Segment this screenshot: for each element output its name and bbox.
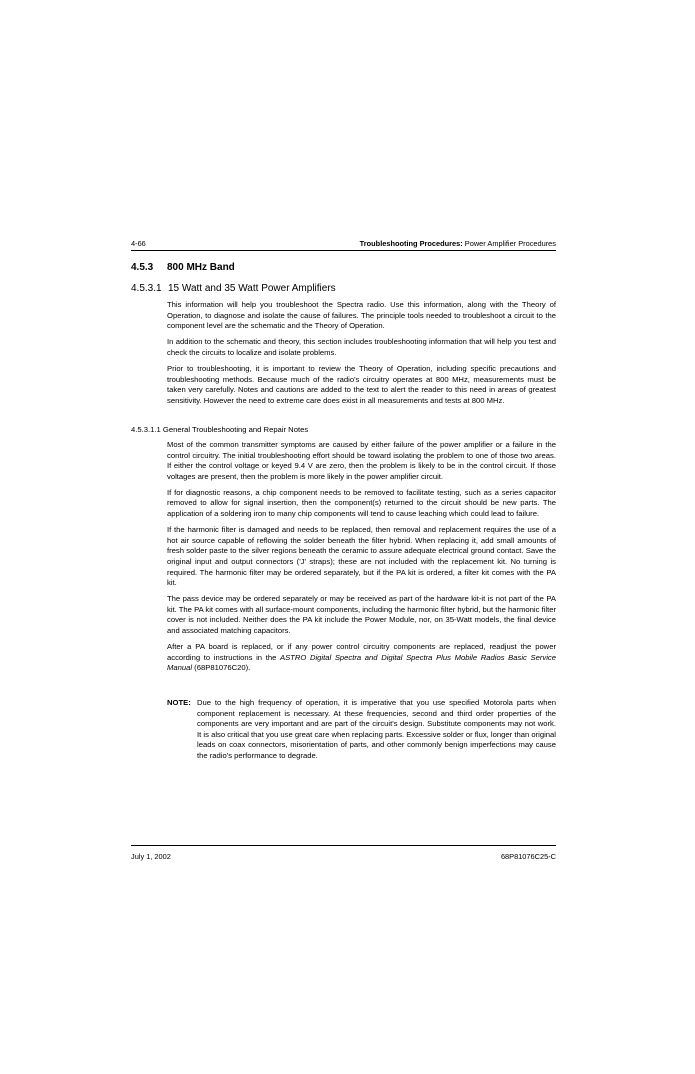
header-rule (131, 250, 556, 251)
subsection-heading (131, 283, 336, 294)
paragraph: Most of the common transmitter symptoms are caused by either failure of the power amplifier or a failure in the control circuitry. The initial troubleshooting effort should be toward isolating the problem to one of those two areas. If either the control voltage or keyed 9.4 V are zero, then the problem is likely to be in the control circuit. If those voltages are present, then the problem is more likely in the power amplifier circuit. (167, 440, 556, 481)
note-block (167, 698, 556, 762)
subsubsection-number: 4.5.3.1.1 (131, 425, 161, 434)
note-label: NOTE: (167, 698, 191, 707)
footer-doc-number: 68P81076C25-C (500, 852, 556, 861)
running-header-rest: Power Amplifier Procedures (462, 239, 556, 248)
paragraph-text: After a PA board is replaced, or if any power control circuitry components are replaced, readjust the power according to instructions in the (167, 642, 556, 662)
note-text: Due to the high frequency of operation, it is imperative that you use specified Motorola parts when component replacement is necessary. At these frequencies, second and third order properties of the components are very important and are part of the circuit's design. Substitute components may not work. It is also critical that you use great care when replacing parts. Excessive solder or flux, longer than original leads on coax connectors, misorientation of parts, and other commonly benign imperfections may cause the radio's performance to degrade. (197, 698, 556, 760)
manual-title: ASTRO Digital Spectra and Digital Spectra Plus Mobile Radios Basic Service Manual (167, 652, 556, 673)
footer-rule (131, 845, 556, 846)
section-number: 4.5.3 (131, 262, 154, 273)
subsubsection-title: General Troubleshooting and Repair Notes (162, 425, 309, 434)
running-header (360, 239, 556, 248)
paragraph-text: (68P81076C20). (192, 663, 251, 673)
running-header-bold: Troubleshooting Procedures: (359, 239, 463, 248)
subsection-number: 4.5.3.1 (131, 283, 162, 294)
paragraph: In addition to the schematic and theory, this section includes troubleshooting information that will help you test and check the circuits to localize and isolate problems. (167, 337, 556, 357)
paragraph: If for diagnostic reasons, a chip component needs to be removed to facilitate testing, such as a series capacitor removed to allow for signal insertion, then the component(s) returned to the circuit should be new parts. The application of a soldering iron to many chip components will tend to cause leaching which could lead to failure. (167, 487, 556, 519)
page-number: 4-66 (131, 239, 146, 248)
repair-notes-section (167, 440, 556, 679)
subsection-title: 15 Watt and 35 Watt Power Amplifiers (168, 283, 336, 294)
intro-section (167, 300, 556, 412)
footer-date: July 1, 2002 (131, 852, 171, 861)
section-title: 800 MHz Band (167, 262, 235, 273)
paragraph (167, 642, 556, 674)
paragraph: The pass device may be ordered separately or may be received as part of the hardware kit-it is not part of the PA kit. The PA kit comes with all surface-mount components, including the harmonic filter hybrid, but the harmonic filter cover is not included. Neither does the PA kit include the Power Module, nor, on 35-Watt models, the final device and associated matching capacitors. (167, 594, 556, 635)
paragraph: If the harmonic filter is damaged and needs to be replaced, then removal and replacement requires the use of a hot air source capable of reflowing the solder beneath the filter hybrid. When replacing it, add small amounts of fresh solder paste to the silver regions beneath the ceramic to assure adequate electrical ground contact. Save the original input and output connectors ('J' straps); these are not included with the replacement kit. No turning is required. The harmonic filter may be ordered separately, but if the PA kit is ordered, a filter kit comes with the PA kit. (167, 525, 556, 588)
section-heading (131, 262, 235, 273)
paragraph: Prior to troubleshooting, it is important to review the Theory of Operation, including specific precautions and troubleshooting methods. Because much of the radio's circuitry operates at 800 MHz, measurements must be taken very carefully. Notes and cautions are added to the text to alert the reader to this need in areas of greatest sensitivity. However the need to extreme care does exist in all measurements and tests at 800 MHz. (167, 363, 556, 405)
paragraph: This information will help you troubleshoot the Spectra radio. Use this information, along with the Theory of Operation, to diagnose and isolate the cause of failures. The principle tools needed to troubleshoot a circuit to the component level are the schematic and the Theory of Operation. (167, 300, 556, 331)
subsubsection-heading (131, 425, 308, 434)
